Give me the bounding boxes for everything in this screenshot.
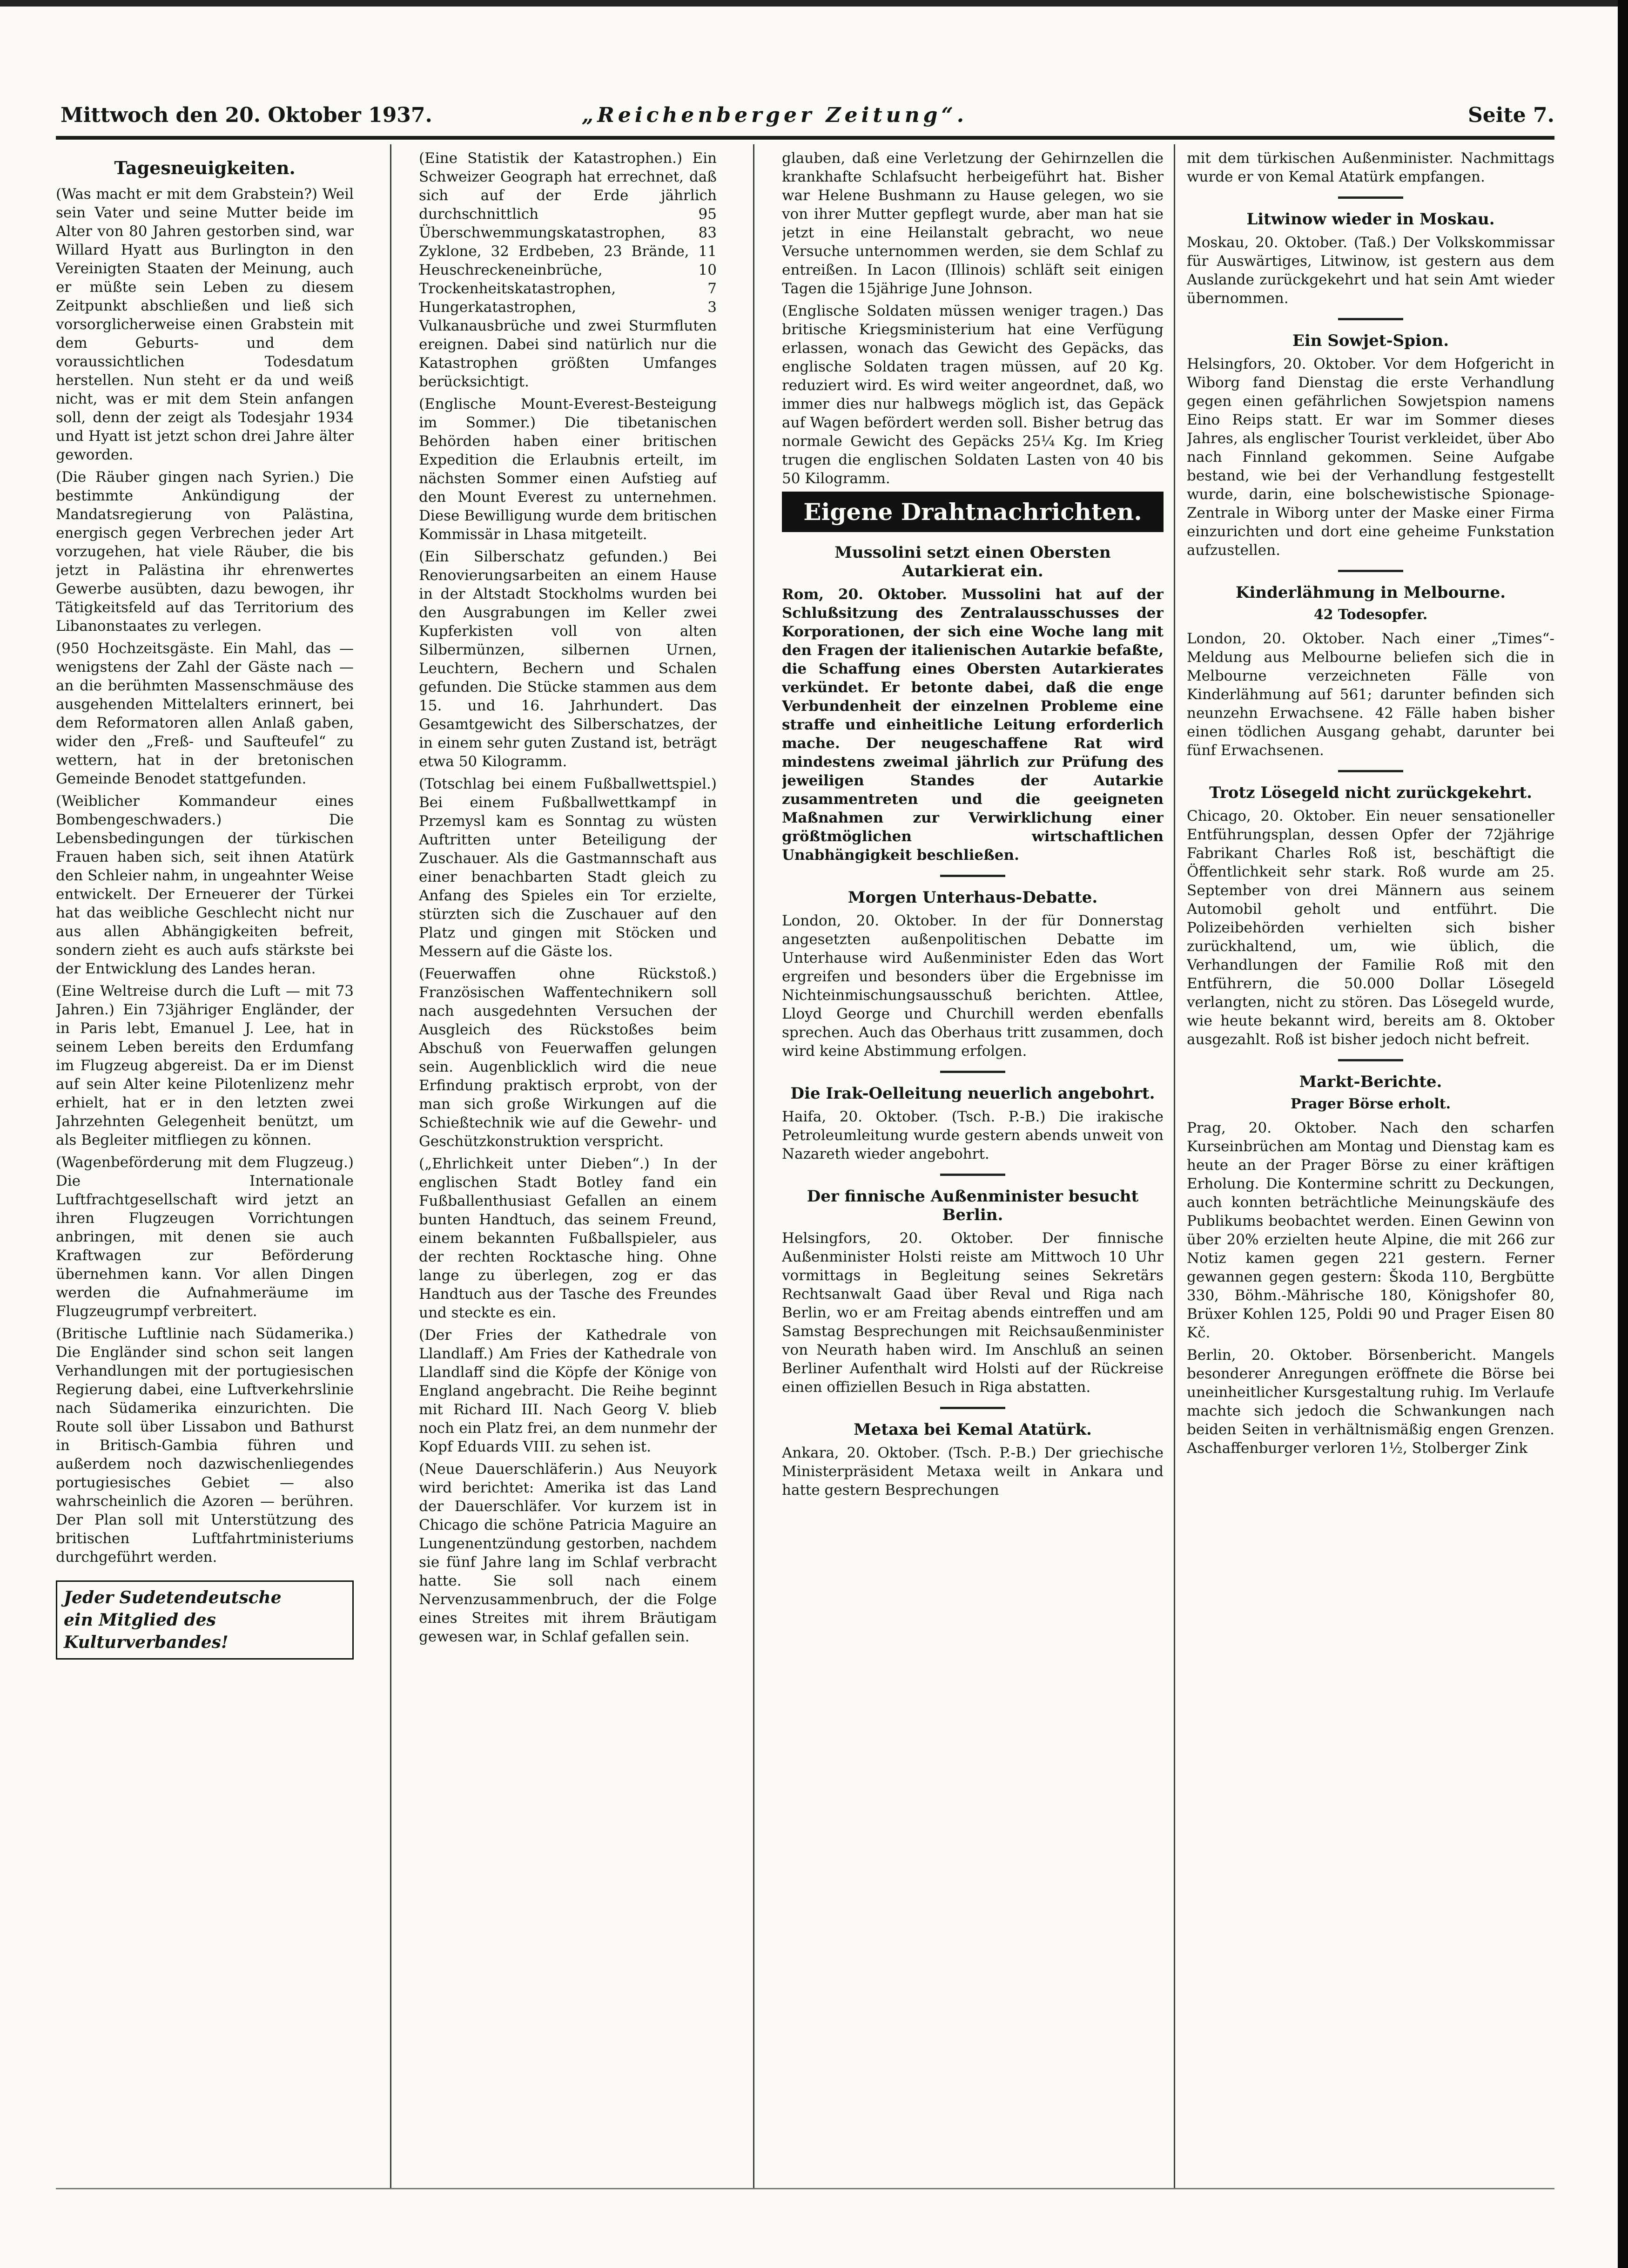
article-berliner-boerse: Berlin, 20. Oktober. Börsenbericht. Mangels besonderer Anregungen eröffnete die Börse bei uneinheitlicher Kursgestaltung ruhig. Im Verlaufe machte sich jedoch die Schwankungen nach beiden Seiten in verhältnismäßig engen Grenzen. Aschaffenburger verloren 1½, Stolberger Zink: [1187, 1347, 1554, 1457]
article-grabstein: (Was macht er mit dem Grabstein?) Weil sein Vater und seine Mutter beide im Alter von 80 Jahren gestorben sind, war Willard Hyatt aus Burlington in den Vereinigten Staaten der Meinung, auch er müßte sein Leben zu diesem Zeitpunkt abschließen und ließ sich vorsorglicherweise einen Grabstein mit dem Geburts- und dem voraussichtlichen Todesdatum herstellen. Nun steht er da und weiß nicht, was er mit dem Stein anfangen soll, denn der zeigt als Todesjahr 1934 und Hyatt ist jetzt schon drei Jahre älter geworden.: [56, 186, 354, 463]
separator: [1338, 318, 1403, 320]
article-mount-everest: (Englische Mount-Everest-Besteigung im Sommer.) Die tibetanischen Behörden haben einer britischen Expedition die Erlaubnis erteilt, im nächsten Sommer einen Aufstieg auf den Mount Everest zu unternehmen. Diese Bewilligung wurde dem britischen Kommissär in Lhasa mitgeteilt.: [419, 396, 717, 543]
article-wagenbefoerderung: (Wagenbeförderung mit dem Flugzeug.) Die Internationale Luftfrachtgesellschaft wird jetzt an ihren Flugzeugen Vorrichtungen anbringen, mit denen sie auch Kraftwagen zur Beförderung übernehmen kann. Vor allen Dingen werden die Aufnahmeräume im Flugzeugrumpf verbreitert.: [56, 1154, 354, 1320]
kulturverband-stamp: [56, 1580, 354, 1660]
article-ehrlichkeit: („Ehrlichkeit unter Dieben“.) In der englischen Stadt Botley fand ein Fußballenthusiast Gefallen an einem bunten Handtuch, das seinem Freund, einem bekannten Fußballspieler, aus der rechten Rocktasche hing. Ohne lange zu überlegen, zog er das Handtuch aus der Tasche des Freundes und steckte es ein.: [419, 1155, 717, 1321]
headline-unterhaus: Morgen Unterhaus-Debatte.: [848, 888, 1098, 907]
headline-prager-boerse: Prager Börse erholt.: [1290, 1096, 1451, 1112]
masthead-rule: [56, 136, 1554, 140]
separator: [1338, 196, 1403, 199]
article-kommandeur: (Weiblicher Kommandeur eines Bombengeschwaders.) Die Lebensbedingungen der türkischen Frauen haben sich, seit ihnen Atatürk den Schleier nahm, in ungeahnter Weise entwickelt. Der Erneuerer der Türkei hat das weibliche Geschlecht nicht nur aus allen Abhängigkeiten befreit, sondern zieht es auch aufs stärkste bei der Entwicklung des Landes heran.: [56, 793, 354, 977]
column-divider: [390, 144, 391, 2188]
article-spion: Helsingfors, 20. Oktober. Vor dem Hofgericht in Wiborg fand Dienstag die erste Verhandlung gegen einen gefährlichen Sowjetspion namens Eino Reips statt. Er war im Sommer dieses Jahres, als englischer Tourist verkleidet, über Abo nach Finnland gekommen. Seine Aufgabe bestand, wie bei der Verhandlung festgestellt wurde, darin, eine bolschewistische Spionage-Zentrale in Wiborg unter der Maske einer Firma einzurichten und dort eine geheime Funkstation aufzustellen.: [1187, 356, 1554, 559]
separator: [1338, 570, 1403, 572]
page-number: Seite 7.: [1467, 103, 1554, 127]
headline-markt-berichte: Markt-Berichte.: [1299, 1073, 1442, 1091]
separator: [1338, 770, 1403, 772]
article-fries: (Der Fries der Kathedrale von Llandlaff.) Am Fries der Kathedrale von Llandlaff sind die Köpfe der Könige von England angebracht. Die Reihe beginnt mit Richard III. Nach Georg V. blieb noch ein Platz frei, an dem nunmehr der Kopf Eduards VIII. zu sehen ist.: [419, 1327, 717, 1455]
issue-date: Mittwoch den 20. Oktober 1937.: [61, 103, 432, 127]
subheadline-melbourne: 42 Todesopfer.: [1313, 607, 1428, 623]
headline-mussolini: Mussolini setzt einen Obersten Autarkierat ein.: [834, 543, 1111, 580]
column-3: [782, 149, 1164, 2165]
drahtnachrichten-banner: Eigene Drahtnachrichten.: [782, 492, 1164, 532]
article-finnisch: Helsingfors, 20. Oktober. Der finnische Außenminister Holsti reiste am Mittwoch 10 Uhr vormittags in Begleitung seines Sekretärs Rechtsanwalt Gaad über Reval und Riga nach Berlin, wo er am Freitag abends eintreffen und am Samstag Besprechungen mit Reichsaußenminister von Neurath haben wird. Im Anschluß an seinen Berliner Aufenthalt wird Holsti auf der Rückreise einen offiziellen Besuch in Riga abstatten.: [782, 1230, 1164, 1396]
column-divider: [753, 144, 754, 2188]
headline-metaxa: Metaxa bei Kemal Atatürk.: [854, 1420, 1092, 1439]
separator: [940, 1407, 1005, 1409]
article-luftlinie: (Britische Luftlinie nach Südamerika.) Die Engländer sind schon seit langen Verhandlungen mit der portugiesischen Regierung dabei, eine Luftverkehrslinie nach Südamerika einzurichten. Die Route soll über Lissabon und Bathurst in Britisch-Gambia führen und außerdem noch dazwischenliegendes portugiesisches Gebiet — also wahrscheinlich die Azoren — berühren. Der Plan soll mit Unterstützung des britischen Luftfahrtministeriums durchgeführt werden.: [56, 1325, 354, 1566]
separator: [1338, 1059, 1403, 1061]
separator: [940, 875, 1005, 877]
headline-spion: Ein Sowjet-Spion.: [1292, 331, 1449, 350]
stamp-line-2: ein Mitglied des Kulturverbandes!: [64, 1610, 229, 1652]
article-mussolini: Rom, 20. Oktober. Mussolini hat auf der Schlußsitzung des Zentralausschusses der Korporationen, der sich eine Woche lang mit den Fragen der italienischen Autarkie befaßte, die Schaffung eines Obersten Autarkierates verkündet. Er betonte dabei, daß die enge Verbundenheit der einzelnen Probleme eine straffe und einheitliche Leitung erforderlich mache. Der neugeschaffene Rat wird mindestens zweimal jährlich zur Prüfung des jeweiligen Standes der Autarkie zusammentreten und die geeigneten Maßnahmen zur Verwirklichung einer größtmöglichen wirtschaftlichen Unabhängigkeit beschließen.: [782, 586, 1164, 864]
article-katastrophen: (Eine Statistik der Katastrophen.) Ein Schweizer Geograph hat errechnet, daß sich auf der Erde jährlich durchschnittlich 95 Überschwemmungskatastrophen, 83 Zyklone, 32 Erdbeben, 23 Brände, 11 Heuschreckeneinbrüche, 10 Trockenheitskatastrophen, 7 Hungerkatastrophen, 3 Vulkanausbrüche und zwei Sturmfluten ereignen. Dabei sind natürlich nur die Katastrophen größten Umfanges berücksichtigt.: [419, 150, 717, 390]
separator: [940, 1071, 1005, 1073]
newspaper-title: „Reichenberger Zeitung“.: [582, 103, 968, 127]
headline-finnisch: Der finnische Außenminister besucht Berlin.: [807, 1187, 1139, 1224]
article-hochzeitsgaeste: (950 Hochzeitsgäste. Ein Mahl, das — wenigstens der Zahl der Gäste nach — an die berühmten Massenschmäuse des ausgehenden Mittelalters erinnert, bei dem Reformatoren allen Anlaß gaben, wider den „Freß- und Saufteufel“ zu wettern, hat in der bretonischen Gemeinde Benodet stattgefunden.: [56, 640, 354, 787]
column-4: [1187, 149, 1554, 2165]
article-soldaten: (Englische Soldaten müssen weniger tragen.) Das britische Kriegsministerium hat eine Verfügung erlassen, wonach das Gewicht des Gepäcks, das englische Soldaten tragen müssen, auf 20 Kg. reduziert wird. Es wird weiter angeordnet, daß, wo immer dies nur halbwegs möglich ist, das Gepäck auf Wagen befördert werden soll. Bisher betrug das normale Gewicht des Gepäcks 25¼ Kg. Im Krieg trugen die englischen Soldaten Lasten von 40 bis 50 Kilogramm.: [782, 303, 1164, 487]
column-2: [419, 149, 717, 2165]
headline-litwinow: Litwinow wieder in Moskau.: [1246, 210, 1495, 229]
headline-melbourne: Kinderlähmung in Melbourne.: [1235, 583, 1506, 602]
column-1: [56, 149, 354, 2165]
article-totschlag: (Totschlag bei einem Fußballwettspiel.) Bei einem Fußballwettkampf in Przemysl kam es Sonntag zu wüsten Auftritten unter Beteiligung der Zuschauer. Als die Gastmannschaft aus einer benachbarten Stadt gleich zu Anfang des Spieles ein Tor erzielte, stürzten sich die Zuschauer auf den Platz und gingen mit Stöcken und Messern auf die Gäste los.: [419, 776, 717, 960]
article-prager-boerse: Prag, 20. Oktober. Nach den scharfen Kurseinbrüchen am Montag und Dienstag kam es heute an der Prager Börse zu einer kräftigen Erholung. Die Kontermine schritt zu Deckungen, auch konnten beträchtliche Meinungskäufe des Publikums beobachtet werden. Einen Gewinn von über 20% erzielten heute Alpine, die mit 266 zur Notiz kamen gegen 221 gestern. Ferner gewannen gegen gestern: Škoda 110, Bergbütte 330, Böhm.-Mährische 180, Königshofer 80, Brüxer Kohlen 125, Poldi 90 und Prager Eisen 80 Kč.: [1187, 1120, 1554, 1341]
page-bottom-rule: [56, 2188, 1554, 2189]
headline-oelleitung: Die Irak-Oelleitung neuerlich angebohrt.: [790, 1084, 1155, 1103]
article-unterhaus: London, 20. Oktober. In der für Donnerstag angesetzten außenpolitischen Debatte im Unterhause wird Außenminister Eden das Wort ergreifen und besonders über die Ergebnisse im Nichteinmischungsausschuß berichten. Attlee, Lloyd George und Churchill werden ebenfalls sprechen. Auch das Oberhaus tritt zusammen, doch wird keine Abstimmung erfolgen.: [782, 912, 1164, 1060]
column-divider: [1174, 144, 1175, 2188]
article-litwinow: Moskau, 20. Oktober. (Taß.) Der Volkskommissar für Auswärtiges, Litwinow, ist gestern aus dem Auslande zurückgekehrt und hat sein Amt wieder übernommen.: [1187, 234, 1554, 307]
article-silberschatz: (Ein Silberschatz gefunden.) Bei Renovierungsarbeiten an einem Hause in der Altstadt Stockholms wurden bei den Ausgrabungen im Keller zwei Kupferkisten voll von alten Silbermünzen, silbernen Urnen, Leuchtern, Bechern und Schalen gefunden. Die Stücke stammen aus dem 15. und 16. Jahrhundert. Das Gesamtgewicht des Silberschatzes, der in einem sehr guten Zustand ist, beträgt etwa 50 Kilogramm.: [419, 548, 717, 770]
article-raeuber: (Die Räuber gingen nach Syrien.) Die bestimmte Ankündigung der Mandatsregierung von Palästina, energisch gegen Verbrechen jeder Art vorzugehen, hat viele Räuber, die bis jetzt in Palästina ihr ehrenwertes Gewerbe ausübten, dazu bewogen, ihr Tätigkeitsfeld auf das Territorium des Libanonstaates zu verlegen.: [56, 469, 354, 634]
article-metaxa: Ankara, 20. Oktober. (Tsch. P.-B.) Der griechische Ministerpräsident Metaxa weilt in Ankara und hatte gestern Besprechungen: [782, 1444, 1164, 1498]
article-feuerwaffen: (Feuerwaffen ohne Rückstoß.) Französischen Waffentechnikern soll nach ausgedehnten Versuchen der Ausgleich des Rückstoßes beim Abschuß von Feuerwaffen gelungen sein. Augenblicklich wird die neue Erfindung praktisch erprobt, von der man sich große Wirkungen auf die Schießtechnik wie auf die Gewehr- und Geschützkonstruktion verspricht.: [419, 965, 717, 1150]
article-oelleitung: Haifa, 20. Oktober. (Tsch. P.-B.) Die irakische Petroleumleitung wurde gestern abends unweit von Nazareth wieder angebohrt.: [782, 1108, 1164, 1162]
article-dauerschlaeferin: (Neue Dauerschläferin.) Aus Neuyork wird berichtet: Amerika ist das Land der Dauerschläfer. Vor kurzem ist in Chicago die schöne Patricia Maguire an Lungenentzündung gestorben, nachdem sie fünf Jahre lang im Schlaf verbracht hatte. Sie soll nach einem Nervenzusammenbruch, der die Folge eines Streites mit ihrem Bräutigam gewesen war, in Schlaf gefallen sein.: [419, 1461, 717, 1645]
scan-edge-top: [0, 0, 1628, 7]
article-schlafsucht-cont: glauben, daß eine Verletzung der Gehirnzellen die krankhafte Schlafsucht herbeigeführt hat. Bisher war Helene Bushmann zu Hause gelegen, wo sie von ihrer Mutter gepflegt wurde, aber man hat sie jetzt in eine Heilanstalt gebracht, wo neue Versuche unternommen werden, sie dem Schlaf zu entreißen. In Lacon (Illinois) schläft seit einigen Tagen die 15jährige June Johnson.: [782, 150, 1164, 297]
article-loesegeld: Chicago, 20. Oktober. Ein neuer sensationeller Entführungsplan, dessen Opfer der 72jährige Fabrikant Charles Roß ist, beschäftigt die Öffentlichkeit sehr stark. Roß wurde am 25. September von drei Männern aus seinem Automobil geholt und entführt. Die Polizeibehörden verhielten sich bisher zurückhaltend, um, wie üblich, die Verhandlungen der Familie Roß mit den Entführern, die 50.000 Dollar Lösegeld verlangten, nicht zu stören. Das Lösegeld wurde, wie heute bekannt wird, bereits am 8. Oktober ausgezahlt. Roß ist bisher jedoch nicht befreit.: [1187, 808, 1554, 1048]
article-weltreise: (Eine Weltreise durch die Luft — mit 73 Jahren.) Ein 73jähriger Engländer, der in Paris lebt, Emanuel J. Lee, hat in seinem Leben bereits den Erdumfang im Flugzeug abgereist. Da er im Dienst auf sein Alter keine Pilotenlizenz mehr erhielt, hat er in den letzten zwei Jahrzehnten Gelegenheit benützt, um als Begleiter mitfliegen zu können.: [56, 983, 354, 1148]
article-ataturk-cont: mit dem türkischen Außenminister. Nachmittags wurde er von Kemal Atatürk empfangen.: [1187, 150, 1554, 185]
headline-loesegeld: Trotz Lösegeld nicht zurückgekehrt.: [1209, 783, 1532, 802]
article-melbourne: London, 20. Oktober. Nach einer „Times“-Meldung aus Melbourne beliefen sich die in Melbourne verzeichneten Fälle von Kinderlähmung auf 561; darunter befinden sich neunzehn Erwachsene. 42 Fälle haben bisher einen tödlichen Ausgang gehabt, darunter bei fünf Erwachsenen.: [1187, 630, 1554, 759]
scan-edge-right: [1618, 0, 1628, 2268]
stamp-line-1: Jeder Sudetendeutsche: [64, 1588, 282, 1607]
masthead: [61, 103, 1554, 136]
separator: [940, 1174, 1005, 1176]
section-heading-tagesneuigkeiten: Tagesneuigkeiten.: [114, 157, 296, 178]
